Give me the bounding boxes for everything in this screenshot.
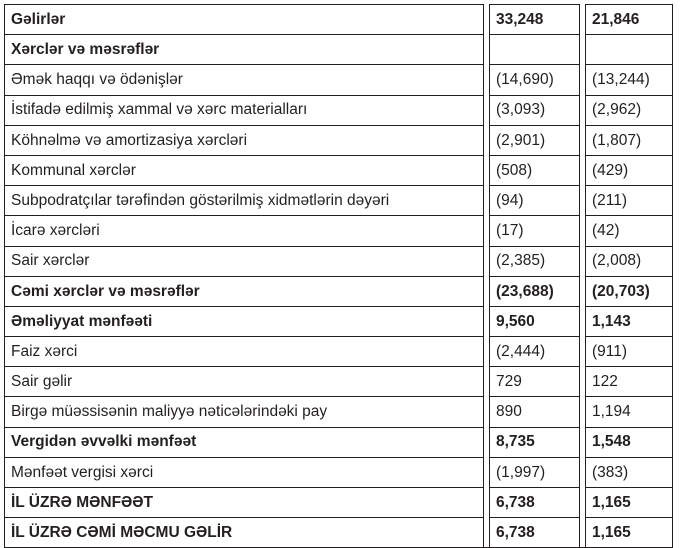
value-prior-year: 1,194 [585,397,673,427]
table-row [4,4,673,35]
table-row [4,126,673,156]
table-row [4,428,673,458]
value-prior-year: 1,165 [585,488,673,518]
value-current-year: (2,444) [489,337,580,367]
row-label: Mənfəət vergisi xərci [4,458,484,488]
value-prior-year: (20,703) [585,277,673,307]
table-row [4,458,673,488]
table-row [4,35,673,65]
table-row [4,96,673,126]
table-row [4,337,673,367]
row-label: Xərclər və məsrəflər [4,35,484,65]
value-current-year: (14,690) [489,65,580,95]
row-label: Əmək haqqı və ödənişlər [4,65,484,95]
value-current-year: 729 [489,367,580,397]
value-prior-year: 1,143 [585,307,673,337]
value-prior-year: 21,846 [585,4,673,35]
table-row [4,367,673,397]
value-current-year: (23,688) [489,277,580,307]
row-label: Subpodratçılar tərəfindən göstərilmiş xidmətlərin dəyəri [4,186,484,216]
row-label: Vergidən əvvəlki mənfəət [4,428,484,458]
value-prior-year: (429) [585,156,673,186]
table-row [4,65,673,95]
table-row [4,307,673,337]
value-prior-year: 1,548 [585,428,673,458]
value-prior-year: (2,962) [585,96,673,126]
value-current-year: 890 [489,397,580,427]
table-body [4,4,673,548]
value-current-year: 9,560 [489,307,580,337]
value-prior-year: 1,165 [585,518,673,548]
value-prior-year: (1,807) [585,126,673,156]
table-row [4,277,673,307]
table-row [4,488,673,518]
row-label: Faiz xərci [4,337,484,367]
value-current-year: (94) [489,186,580,216]
value-current-year: (1,997) [489,458,580,488]
row-label: Əməliyyat mənfəəti [4,307,484,337]
income-statement-table [4,4,673,548]
value-prior-year: (42) [585,216,673,246]
row-label: Gəlirlər [4,4,484,35]
table-row [4,186,673,216]
value-current-year: (508) [489,156,580,186]
value-prior-year: (211) [585,186,673,216]
row-label: İL ÜZRƏ MƏNFƏƏT [4,488,484,518]
income-statement [4,4,673,548]
row-label: Sair xərclər [4,247,484,277]
table-row [4,397,673,427]
row-label: İcarə xərcləri [4,216,484,246]
value-current-year [489,35,580,65]
row-label: İL ÜZRƏ CƏMİ MƏCMU GƏLİR [4,518,484,548]
value-current-year: (17) [489,216,580,246]
value-current-year: 33,248 [489,4,580,35]
row-label: Köhnəlmə və amortizasiya xərcləri [4,126,484,156]
value-prior-year: (2,008) [585,247,673,277]
value-current-year: 6,738 [489,488,580,518]
value-prior-year: (383) [585,458,673,488]
row-label: Cəmi xərclər və məsrəflər [4,277,484,307]
value-current-year: 8,735 [489,428,580,458]
row-label: Kommunal xərclər [4,156,484,186]
value-current-year: (2,385) [489,247,580,277]
table-row [4,156,673,186]
table-row [4,518,673,548]
value-prior-year: (13,244) [585,65,673,95]
value-prior-year: 122 [585,367,673,397]
table-row [4,247,673,277]
row-label: İstifadə edilmiş xammal və xərc materialları [4,96,484,126]
value-current-year: (2,901) [489,126,580,156]
value-current-year: (3,093) [489,96,580,126]
value-prior-year: (911) [585,337,673,367]
row-label: Sair gəlir [4,367,484,397]
row-label: Birgə müəssisənin maliyyə nəticələrindəki pay [4,397,484,427]
table-row [4,216,673,246]
value-prior-year [585,35,673,65]
value-current-year: 6,738 [489,518,580,548]
